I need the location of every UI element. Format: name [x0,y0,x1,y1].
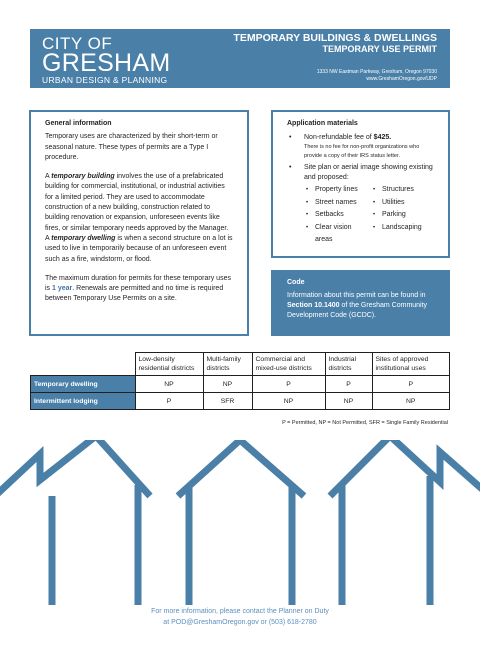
logo-line1: CITY OF [42,34,113,53]
footer-line2[interactable]: at POD@GreshamOregon.gov or (503) 618-2780 [163,619,317,626]
fee-note: There is no fee for non-profit organizations who provide a copy of their IRS status letter. [304,144,420,159]
site-plan-list-left [304,184,371,247]
city-logo [42,35,171,85]
table-header-row [31,353,450,376]
table-cell: P [252,376,325,393]
fee-label: Non-refundable fee of [304,134,374,141]
code-heading: Code [287,279,305,286]
footer-contact [0,606,480,628]
text: A [45,173,52,181]
term-temporary-dwelling: temporary dwelling [51,234,116,242]
footer-line1: For more information, please contact the Planner on Duty [151,608,329,615]
table-cell: P [325,376,372,393]
list-item: • Landscaping [371,222,438,235]
document-title [233,32,437,55]
text: is when a second structure on a lot is used to live in temporarily because of an unforeseen event such as a fire, windstorm, or flood. [45,234,233,263]
house-icon [330,440,480,605]
code-text [287,291,440,321]
list-item: • Clear vision areas [304,222,371,247]
list-item: • Parking [371,209,438,222]
column-header: Low-density residential districts [135,353,203,376]
zoning-table [30,352,450,410]
table-cell: NP [203,376,252,393]
column-header: Industrial districts [325,353,372,376]
application-materials-box [271,110,450,258]
site-plan-list [304,184,438,247]
title: TEMPORARY BUILDINGS & DWELLINGS [233,32,437,44]
text: Information about this permit can be found in [287,292,426,299]
table-cell: NP [325,393,372,410]
general-duration [45,274,233,305]
house-icon [178,440,304,605]
code-box [271,270,450,336]
logo-line3: URBAN DESIGN & PLANNING [42,75,168,85]
list-item: • Utilities [371,197,438,210]
text: involves the use of a prefabricated building for commercial, institutional, or industrial activities for a limited period. They are used to accommodate construction of a new building, construction related to building renovation or expansion, unforeseen events like fires, or similar temporary needs approved by the Manager. A [45,173,229,242]
duration-highlight: 1 year [52,285,73,293]
text: . Renewals are permitted and no time is required between Temporary Use Permits on a site. [45,285,224,303]
logo-line2: GRESHAM [42,49,171,77]
text: The maximum duration for permits for these temporary uses is [45,274,231,293]
table-row [31,393,450,410]
table-cell: NP [252,393,325,410]
row-header: Temporary dwelling [31,376,136,393]
code-section: Section 10.1400 [287,302,340,309]
application-heading: Application materials [287,120,358,127]
site-plan-item [287,163,438,247]
table-cell: NP [372,393,450,410]
column-header: Multi-family districts [203,353,252,376]
table-cell: SFR [203,393,252,410]
list-item: • Street names [304,197,371,210]
row-header: Intermittent lodging [31,393,136,410]
site-plan-list-right [371,184,438,247]
subtitle: TEMPORARY USE PERMIT [322,44,437,54]
column-header: Commercial and mixed-use districts [252,353,325,376]
general-information-box [29,110,249,336]
address: 1333 NW Eastman Parkway, Gresham, Oregon 97030 [316,69,437,75]
text: of the Gresham Community Development Code (GCDC). [287,302,428,319]
table-cell: P [372,376,450,393]
list-item: • Property lines [304,184,371,197]
header-banner [30,29,450,88]
column-header: Sites of approved institutional uses [372,353,450,376]
list-item: • Setbacks [304,209,371,222]
table-cell: P [135,393,203,410]
table-cell: NP [135,376,203,393]
general-intro: Temporary uses are characterized by their short-term or seasonal nature. These types of permits are a Type I procedure. [45,133,218,161]
site-plan-text: • Site plan or aerial image showing existing and proposed: [304,164,433,181]
table-corner [31,353,136,376]
house-outlines-illustration [0,440,480,605]
list-item: • Structures [371,184,438,197]
contact-address [317,69,437,83]
house-icon [0,440,150,605]
general-definitions [45,172,233,265]
website-link[interactable]: www.GreshamOregon.gov/UDP [366,76,437,82]
fee-item [287,133,438,161]
table-row [31,376,450,393]
general-heading: General information [45,120,112,127]
term-temporary-building: temporary building [51,173,115,181]
fee-amount: $425. [373,134,392,141]
table-legend: P = Permitted, NP = Not Permitted, SFR = Single Family Residential [282,420,448,426]
